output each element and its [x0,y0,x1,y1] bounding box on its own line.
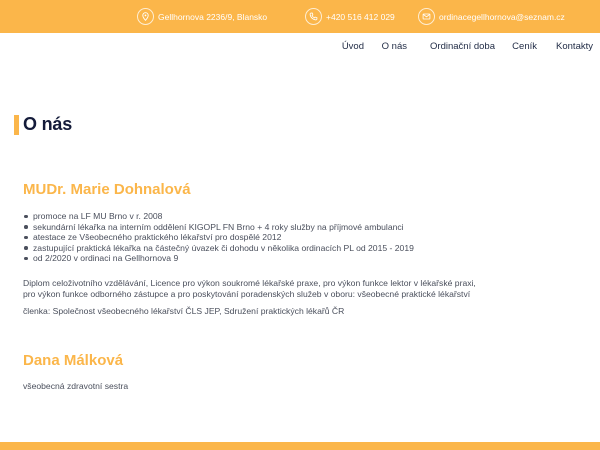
top-contact-bar [0,0,600,33]
heading-accent-bar [14,115,19,135]
phone-item[interactable] [305,8,395,25]
doctor-career-list [23,211,414,264]
address-text: Gellhornova 2236/9, Blansko [158,11,268,22]
page-title: O nás [23,114,73,134]
diploma-text-line2: pro výkon funkce odborného zástupce a pro poskytování poradenských služeb v oboru: všeobecné praktické lékařství [23,289,471,299]
location-pin-icon [137,8,154,25]
list-item: atestace ze Všeobecného praktického lékařství pro dospělé 2012 [23,232,414,243]
membership-text: členka: Společnost všeobecného lékařství ČLS JEP, Sdružení praktických lékařů ČR [23,306,345,316]
email-icon [418,8,435,25]
doctor-name: MUDr. Marie Dohnalová [23,181,191,198]
phone-icon [305,8,322,25]
nurse-role: všeobecná zdravotní sestra [23,381,129,391]
diploma-text-line1: Diplom celoživotního vzdělávání, Licence pro výkon soukromé lékařské praxe, pro výkon funkce lektor v lékařské praxi, [23,278,476,288]
nav-item-ordinacni-doba[interactable]: Ordinační doba [430,41,495,52]
address-item [137,8,267,25]
list-item: od 2/2020 v ordinaci na Gellhornova 9 [23,253,414,264]
list-item: sekundární lékařka na interním oddělení KIGOPL FN Brno + 4 roky služby na příjmové ambulanci [23,222,414,233]
phone-link[interactable]: +420 516 412 029 [326,11,395,22]
list-item: zastupující praktická lékařka na částečný úvazek či dohodu v několika ordinacích PL od 2015 - 2019 [23,243,414,254]
email-link[interactable]: ordinacegellhornova@seznam.cz [439,11,565,22]
nurse-name: Dana Málková [23,352,124,369]
nav-item-kontakty[interactable]: Kontakty [556,41,593,52]
footer-accent-bar [0,442,600,450]
email-item[interactable] [418,8,565,25]
nav-item-cenik[interactable]: Ceník [512,41,537,52]
list-item: promoce na LF MU Brno v r. 2008 [23,211,414,222]
page-heading [14,114,72,135]
nav-item-uvod[interactable]: Úvod [341,41,364,52]
nav-item-o-nas[interactable]: O nás [381,41,407,52]
